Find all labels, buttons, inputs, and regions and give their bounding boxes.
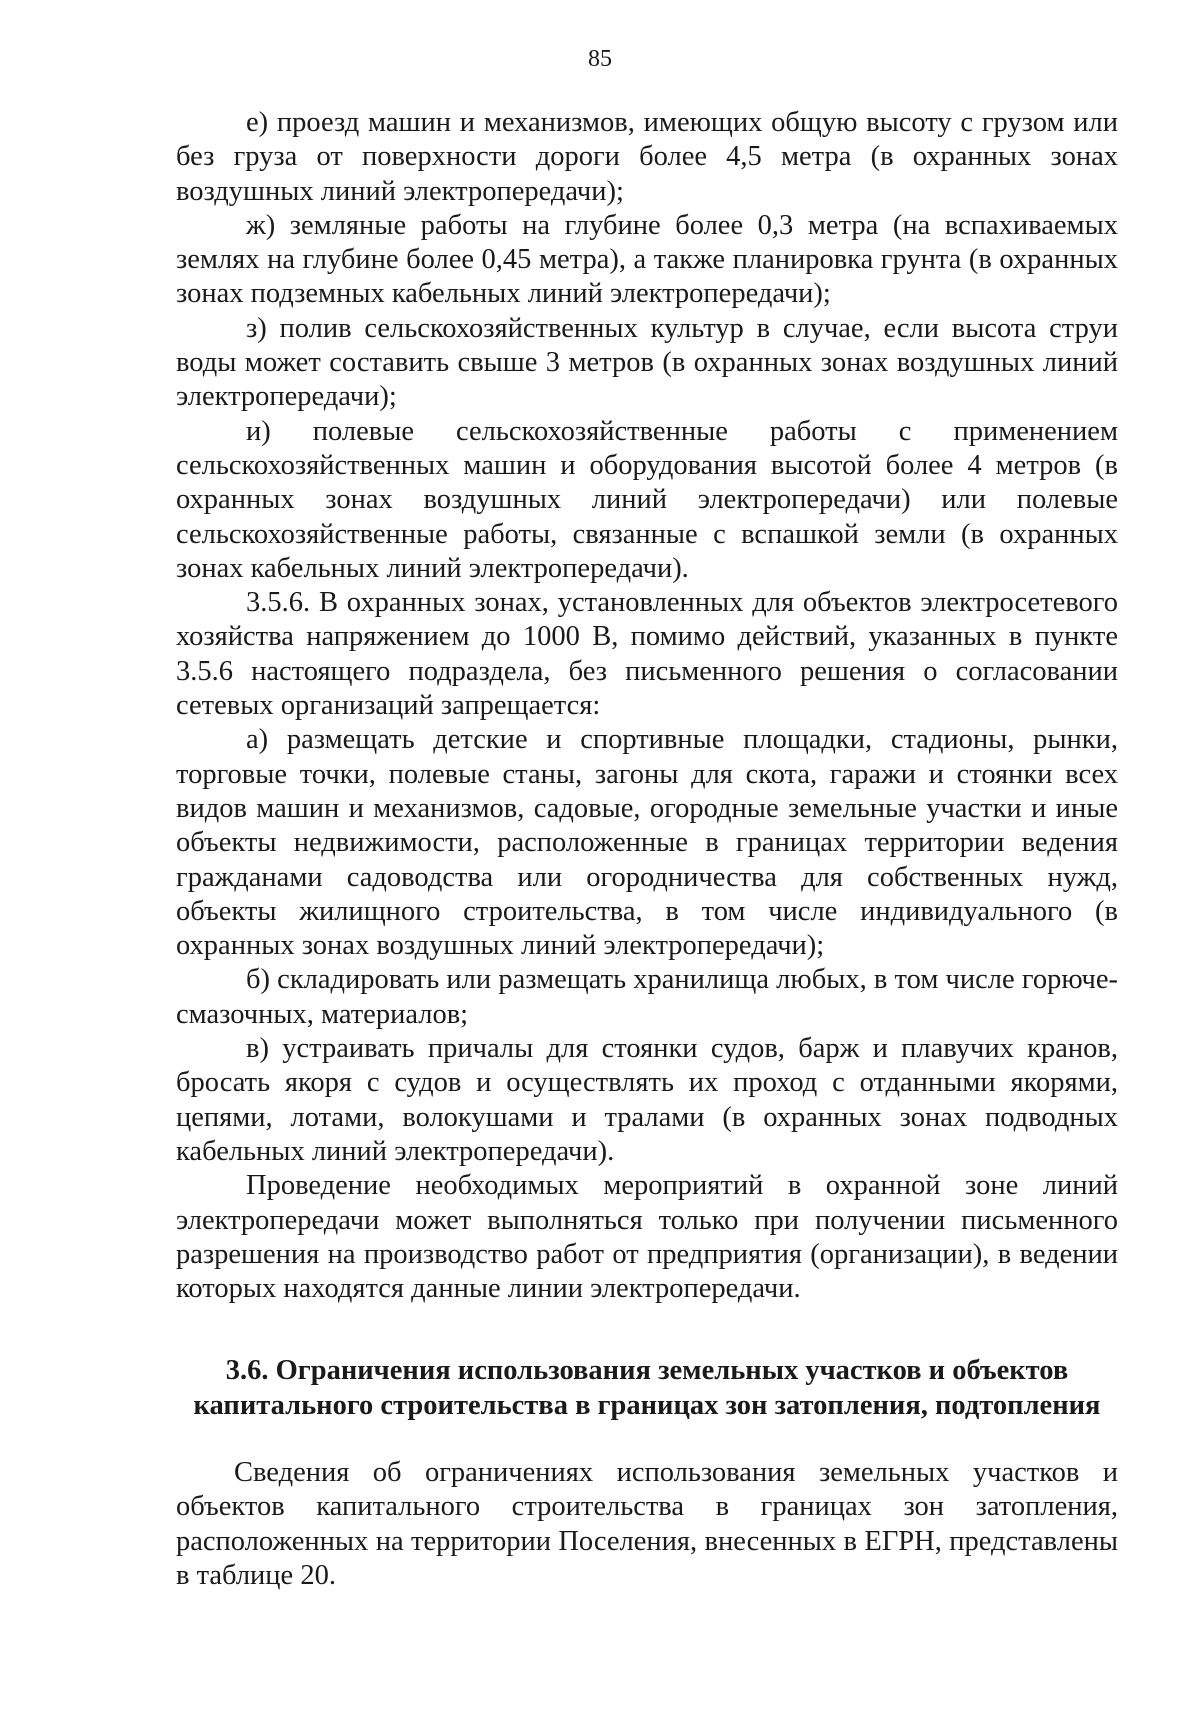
section-heading (176, 1353, 1118, 1423)
section-text (176, 1456, 1118, 1593)
paragraph-i: и) полевые сельскохозяйственные работы с применением сельскохозяйственных машин и оборудования высотой более 4 метров (в охранных зонах воздушных линий электропередачи) или полевые сельскохозяйственные работы, связанные с вспашкой земли (в охранных зонах кабельных линий электропередачи). (176, 415, 1118, 584)
section-paragraph: Сведения об ограничениях использования земельных участков и объектов капитального строительства в границах зон затопления, расположенных на территории Поселения, внесенных в ЕГРН, представлены в таблице 20. (176, 1457, 1118, 1591)
paragraph-3-5-6: 3.5.6. В охранных зонах, установленных для объектов электросетевого хозяйства напряжением до 1000 В, помимо действий, указанных в пункте 3.5.6 настоящего подраздела, без письменного решения о согласовании сетевых организаций запрещается: (176, 587, 1118, 722)
section-heading-line-2: капитального строительства в границах зон затопления, подтопления (193, 1390, 1101, 1421)
paragraph-zh: ж) земляные работы на глубине более 0,3 метра (на вспахиваемых землях на глубине более 0,45 метра), а также планировка грунта (в охранных зонах подземных кабельных линий электропередачи); (176, 209, 1118, 310)
page-number: 85 (588, 46, 612, 72)
section-heading-line-1: 3.6. Ограничения использования земельных участков и объектов (225, 1355, 1069, 1386)
paragraph-z: з) полив сельскохозяйственных культур в случае, если высота струи воды может составить свыше 3 метров (в охранных зонах воздушных линий электропередачи); (176, 312, 1118, 413)
paragraph-a: а) размещать детские и спортивные площадки, стадионы, рынки, торговые точки, полевые станы, загоны для скота, гаражи и стоянки всех видов машин и механизмов, садовые, огородные земельные участки и иные объекты недвижимости, расположенные в границах территории ведения гражданами садоводства или огородничества для собственных нужд, объекты жилищного строительства, в том числе индивидуального (в охранных зонах воздушных линий электропередачи); (176, 724, 1118, 962)
body-text (176, 106, 1118, 1306)
paragraph-measures: Проведение необходимых мероприятий в охранной зоне линий электропередачи может выполняться только при получении письменного разрешения на производство работ от предприятия (организации), в ведении которых находятся данные линии электропередачи. (176, 1170, 1118, 1305)
paragraph-v: в) устраивать причалы для стоянки судов, барж и плавучих кранов, бросать якоря с судов и осуществлять их проход с отданными якорями, цепями, лотами, волокушами и тралами (в охранных зонах подводных кабельных линий электропередачи). (176, 1033, 1118, 1167)
paragraph-e: е) проезд машин и механизмов, имеющих общую высоту с грузом или без груза от поверхности дороги более 4,5 метра (в охранных зонах воздушных линий электропередачи); (176, 107, 1118, 207)
paragraph-b: б) складировать или размещать хранилища любых, в том числе горюче-смазочных, материалов; (176, 964, 1118, 1030)
